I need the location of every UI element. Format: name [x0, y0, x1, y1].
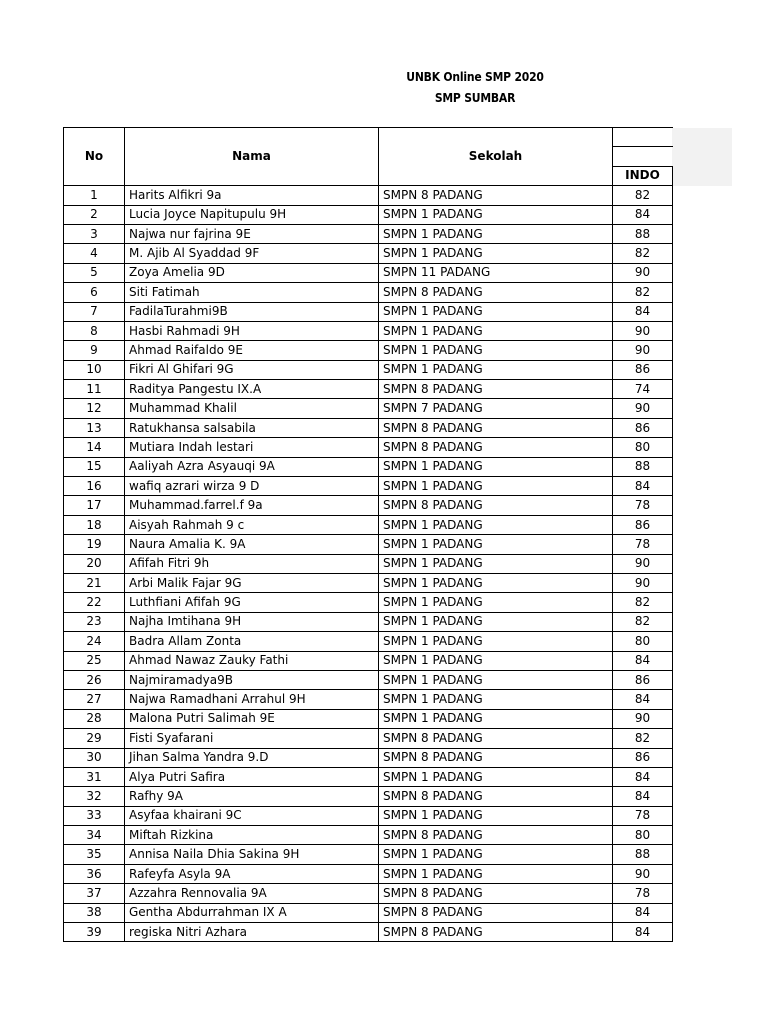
student-name-cell: Fikri Al Ghifari 9G: [125, 360, 379, 379]
row-number-cell: 2: [64, 205, 125, 224]
row-number-cell: 6: [64, 283, 125, 302]
school-cell: SMPN 1 PADANG: [379, 651, 613, 670]
row-number-cell: 21: [64, 573, 125, 592]
student-name-cell: wafiq azrari wirza 9 D: [125, 477, 379, 496]
school-cell: SMPN 1 PADANG: [379, 321, 613, 340]
school-cell: SMPN 1 PADANG: [379, 593, 613, 612]
row-number-cell: 11: [64, 380, 125, 399]
row-number-cell: 23: [64, 612, 125, 631]
indo-score-cell: 80: [613, 826, 673, 845]
school-cell: SMPN 1 PADANG: [379, 341, 613, 360]
page-subtitle: SMP SUMBAR: [434, 91, 516, 105]
student-name-cell: Najmiramadya9B: [125, 670, 379, 689]
table-row: [64, 477, 673, 496]
school-cell: SMPN 1 PADANG: [379, 477, 613, 496]
column-header-indo: INDO: [613, 166, 673, 185]
indo-score-cell: 82: [613, 186, 673, 205]
student-name-cell: Muhammad Khalil: [125, 399, 379, 418]
indo-score-cell: 84: [613, 477, 673, 496]
table-row: [64, 457, 673, 476]
table-row: [64, 826, 673, 845]
student-name-cell: regiska Nitri Azhara: [125, 923, 379, 942]
student-name-cell: Zoya Amelia 9D: [125, 263, 379, 282]
indo-score-cell: 80: [613, 438, 673, 457]
table-row: [64, 535, 673, 554]
school-cell: SMPN 8 PADANG: [379, 826, 613, 845]
row-number-cell: 9: [64, 341, 125, 360]
table-row: [64, 806, 673, 825]
student-name-cell: Luthfiani Afifah 9G: [125, 593, 379, 612]
table-row: [64, 263, 673, 282]
row-number-cell: 19: [64, 535, 125, 554]
row-number-cell: 18: [64, 515, 125, 534]
student-name-cell: Asyfaa khairani 9C: [125, 806, 379, 825]
row-number-cell: 28: [64, 709, 125, 728]
row-number-cell: 35: [64, 845, 125, 864]
school-cell: SMPN 1 PADANG: [379, 670, 613, 689]
school-cell: SMPN 8 PADANG: [379, 748, 613, 767]
school-cell: SMPN 8 PADANG: [379, 903, 613, 922]
school-cell: SMPN 8 PADANG: [379, 418, 613, 437]
student-name-cell: Azzahra Rennovalia 9A: [125, 884, 379, 903]
row-number-cell: 12: [64, 399, 125, 418]
table-row: [64, 573, 673, 592]
indo-score-cell: 74: [613, 380, 673, 399]
table-row: [64, 729, 673, 748]
student-name-cell: Annisa Naila Dhia Sakina 9H: [125, 845, 379, 864]
table-row: [64, 341, 673, 360]
school-cell: SMPN 1 PADANG: [379, 224, 613, 243]
table-row: [64, 244, 673, 263]
indo-score-cell: 90: [613, 341, 673, 360]
table-row: [64, 380, 673, 399]
row-number-cell: 17: [64, 496, 125, 515]
indo-score-cell: 88: [613, 457, 673, 476]
student-name-cell: Najwa nur fajrina 9E: [125, 224, 379, 243]
table-row: [64, 884, 673, 903]
table-row: [64, 302, 673, 321]
indo-score-cell: 90: [613, 554, 673, 573]
table-row: [64, 554, 673, 573]
school-cell: SMPN 1 PADANG: [379, 709, 613, 728]
table-row: [64, 651, 673, 670]
indo-score-cell: 90: [613, 864, 673, 883]
student-name-cell: Mutiara Indah lestari: [125, 438, 379, 457]
row-number-cell: 8: [64, 321, 125, 340]
table-row: [64, 787, 673, 806]
school-cell: SMPN 8 PADANG: [379, 884, 613, 903]
school-cell: SMPN 1 PADANG: [379, 457, 613, 476]
student-name-cell: Lucia Joyce Napitupulu 9H: [125, 205, 379, 224]
student-name-cell: Alya Putri Safira: [125, 767, 379, 786]
table-row: [64, 923, 673, 942]
indo-score-cell: 88: [613, 224, 673, 243]
row-number-cell: 33: [64, 806, 125, 825]
school-cell: SMPN 1 PADANG: [379, 864, 613, 883]
school-cell: SMPN 8 PADANG: [379, 380, 613, 399]
row-number-cell: 22: [64, 593, 125, 612]
row-number-cell: 20: [64, 554, 125, 573]
indo-score-cell: 88: [613, 845, 673, 864]
school-cell: SMPN 7 PADANG: [379, 399, 613, 418]
table-row: [64, 748, 673, 767]
school-cell: SMPN 1 PADANG: [379, 806, 613, 825]
indo-score-cell: 86: [613, 748, 673, 767]
table-row: [64, 670, 673, 689]
table-row: [64, 224, 673, 243]
school-cell: SMPN 8 PADANG: [379, 729, 613, 748]
student-name-cell: Afifah Fitri 9h: [125, 554, 379, 573]
indo-score-cell: 78: [613, 806, 673, 825]
row-number-cell: 38: [64, 903, 125, 922]
student-name-cell: Malona Putri Salimah 9E: [125, 709, 379, 728]
indo-score-cell: 84: [613, 302, 673, 321]
school-cell: SMPN 1 PADANG: [379, 535, 613, 554]
table-row: [64, 418, 673, 437]
table-row: [64, 438, 673, 457]
student-name-cell: Aisyah Rahmah 9 c: [125, 515, 379, 534]
indo-score-cell: 84: [613, 205, 673, 224]
school-cell: SMPN 1 PADANG: [379, 244, 613, 263]
row-number-cell: 26: [64, 670, 125, 689]
results-table: [63, 127, 673, 942]
header-shaded-area: [672, 128, 732, 186]
school-cell: SMPN 1 PADANG: [379, 302, 613, 321]
row-number-cell: 27: [64, 690, 125, 709]
table-row: [64, 205, 673, 224]
school-cell: SMPN 1 PADANG: [379, 554, 613, 573]
school-cell: SMPN 1 PADANG: [379, 360, 613, 379]
student-name-cell: Miftah Rizkina: [125, 826, 379, 845]
school-cell: SMPN 1 PADANG: [379, 845, 613, 864]
indo-score-cell: 84: [613, 923, 673, 942]
indo-score-cell: 86: [613, 515, 673, 534]
table-row: [64, 690, 673, 709]
indo-score-cell: 90: [613, 263, 673, 282]
school-cell: SMPN 8 PADANG: [379, 186, 613, 205]
indo-score-cell: 90: [613, 321, 673, 340]
table-header: [64, 128, 673, 186]
school-cell: SMPN 1 PADANG: [379, 767, 613, 786]
student-name-cell: FadilaTurahmi9B: [125, 302, 379, 321]
row-number-cell: 32: [64, 787, 125, 806]
school-cell: SMPN 8 PADANG: [379, 923, 613, 942]
student-name-cell: Badra Allam Zonta: [125, 632, 379, 651]
table-row: [64, 864, 673, 883]
column-header-group-top: [613, 128, 673, 147]
row-number-cell: 24: [64, 632, 125, 651]
indo-score-cell: 90: [613, 709, 673, 728]
indo-score-cell: 90: [613, 573, 673, 592]
student-name-cell: M. Ajib Al Syaddad 9F: [125, 244, 379, 263]
student-name-cell: Ratukhansa salsabila: [125, 418, 379, 437]
table-body: [64, 186, 673, 942]
row-number-cell: 14: [64, 438, 125, 457]
indo-score-cell: 84: [613, 767, 673, 786]
school-cell: SMPN 8 PADANG: [379, 438, 613, 457]
school-cell: SMPN 8 PADANG: [379, 787, 613, 806]
table-row: [64, 709, 673, 728]
school-cell: SMPN 11 PADANG: [379, 263, 613, 282]
table-row: [64, 632, 673, 651]
row-number-cell: 39: [64, 923, 125, 942]
school-cell: SMPN 8 PADANG: [379, 283, 613, 302]
row-number-cell: 37: [64, 884, 125, 903]
table-row: [64, 283, 673, 302]
table-row: [64, 845, 673, 864]
indo-score-cell: 90: [613, 399, 673, 418]
table-row: [64, 321, 673, 340]
school-cell: SMPN 1 PADANG: [379, 573, 613, 592]
indo-score-cell: 78: [613, 496, 673, 515]
indo-score-cell: 84: [613, 690, 673, 709]
school-cell: SMPN 1 PADANG: [379, 632, 613, 651]
indo-score-cell: 78: [613, 884, 673, 903]
student-name-cell: Naura Amalia K. 9A: [125, 535, 379, 554]
student-name-cell: Najha Imtihana 9H: [125, 612, 379, 631]
table-row: [64, 496, 673, 515]
school-cell: SMPN 1 PADANG: [379, 612, 613, 631]
student-name-cell: Gentha Abdurrahman IX A: [125, 903, 379, 922]
indo-score-cell: 80: [613, 632, 673, 651]
indo-score-cell: 84: [613, 651, 673, 670]
table-row: [64, 515, 673, 534]
student-name-cell: Arbi Malik Fajar 9G: [125, 573, 379, 592]
column-header-nama: Nama: [125, 128, 379, 186]
row-number-cell: 31: [64, 767, 125, 786]
school-cell: SMPN 1 PADANG: [379, 515, 613, 534]
table-row: [64, 903, 673, 922]
student-name-cell: Harits Alfikri 9a: [125, 186, 379, 205]
page-title: UNBK Online SMP 2020: [406, 70, 544, 84]
column-header-sekolah: Sekolah: [379, 128, 613, 186]
column-header-no: No: [64, 128, 125, 186]
student-name-cell: Najwa Ramadhani Arrahul 9H: [125, 690, 379, 709]
indo-score-cell: 82: [613, 283, 673, 302]
student-name-cell: Ahmad Raifaldo 9E: [125, 341, 379, 360]
row-number-cell: 3: [64, 224, 125, 243]
student-name-cell: Raditya Pangestu IX.A: [125, 380, 379, 399]
row-number-cell: 10: [64, 360, 125, 379]
row-number-cell: 36: [64, 864, 125, 883]
school-cell: SMPN 8 PADANG: [379, 496, 613, 515]
student-name-cell: Muhammad.farrel.f 9a: [125, 496, 379, 515]
indo-score-cell: 82: [613, 593, 673, 612]
school-cell: SMPN 1 PADANG: [379, 205, 613, 224]
row-number-cell: 15: [64, 457, 125, 476]
student-name-cell: Siti Fatimah: [125, 283, 379, 302]
table-row: [64, 186, 673, 205]
indo-score-cell: 86: [613, 360, 673, 379]
row-number-cell: 34: [64, 826, 125, 845]
row-number-cell: 7: [64, 302, 125, 321]
indo-score-cell: 84: [613, 787, 673, 806]
row-number-cell: 5: [64, 263, 125, 282]
row-number-cell: 16: [64, 477, 125, 496]
table-row: [64, 360, 673, 379]
student-name-cell: Fisti Syafarani: [125, 729, 379, 748]
table-row: [64, 399, 673, 418]
table-row: [64, 593, 673, 612]
student-name-cell: Hasbi Rahmadi 9H: [125, 321, 379, 340]
indo-score-cell: 78: [613, 535, 673, 554]
student-name-cell: Jihan Salma Yandra 9.D: [125, 748, 379, 767]
student-name-cell: Rafhy 9A: [125, 787, 379, 806]
row-number-cell: 4: [64, 244, 125, 263]
indo-score-cell: 86: [613, 418, 673, 437]
row-number-cell: 25: [64, 651, 125, 670]
student-name-cell: Ahmad Nawaz Zauky Fathi: [125, 651, 379, 670]
school-cell: SMPN 1 PADANG: [379, 690, 613, 709]
indo-score-cell: 82: [613, 729, 673, 748]
column-header-group-mid: [613, 147, 673, 166]
row-number-cell: 13: [64, 418, 125, 437]
indo-score-cell: 82: [613, 612, 673, 631]
student-name-cell: Aaliyah Azra Asyauqi 9A: [125, 457, 379, 476]
indo-score-cell: 86: [613, 670, 673, 689]
table-row: [64, 767, 673, 786]
row-number-cell: 30: [64, 748, 125, 767]
indo-score-cell: 84: [613, 903, 673, 922]
indo-score-cell: 82: [613, 244, 673, 263]
row-number-cell: 29: [64, 729, 125, 748]
student-name-cell: Rafeyfa Asyla 9A: [125, 864, 379, 883]
row-number-cell: 1: [64, 186, 125, 205]
table-row: [64, 612, 673, 631]
